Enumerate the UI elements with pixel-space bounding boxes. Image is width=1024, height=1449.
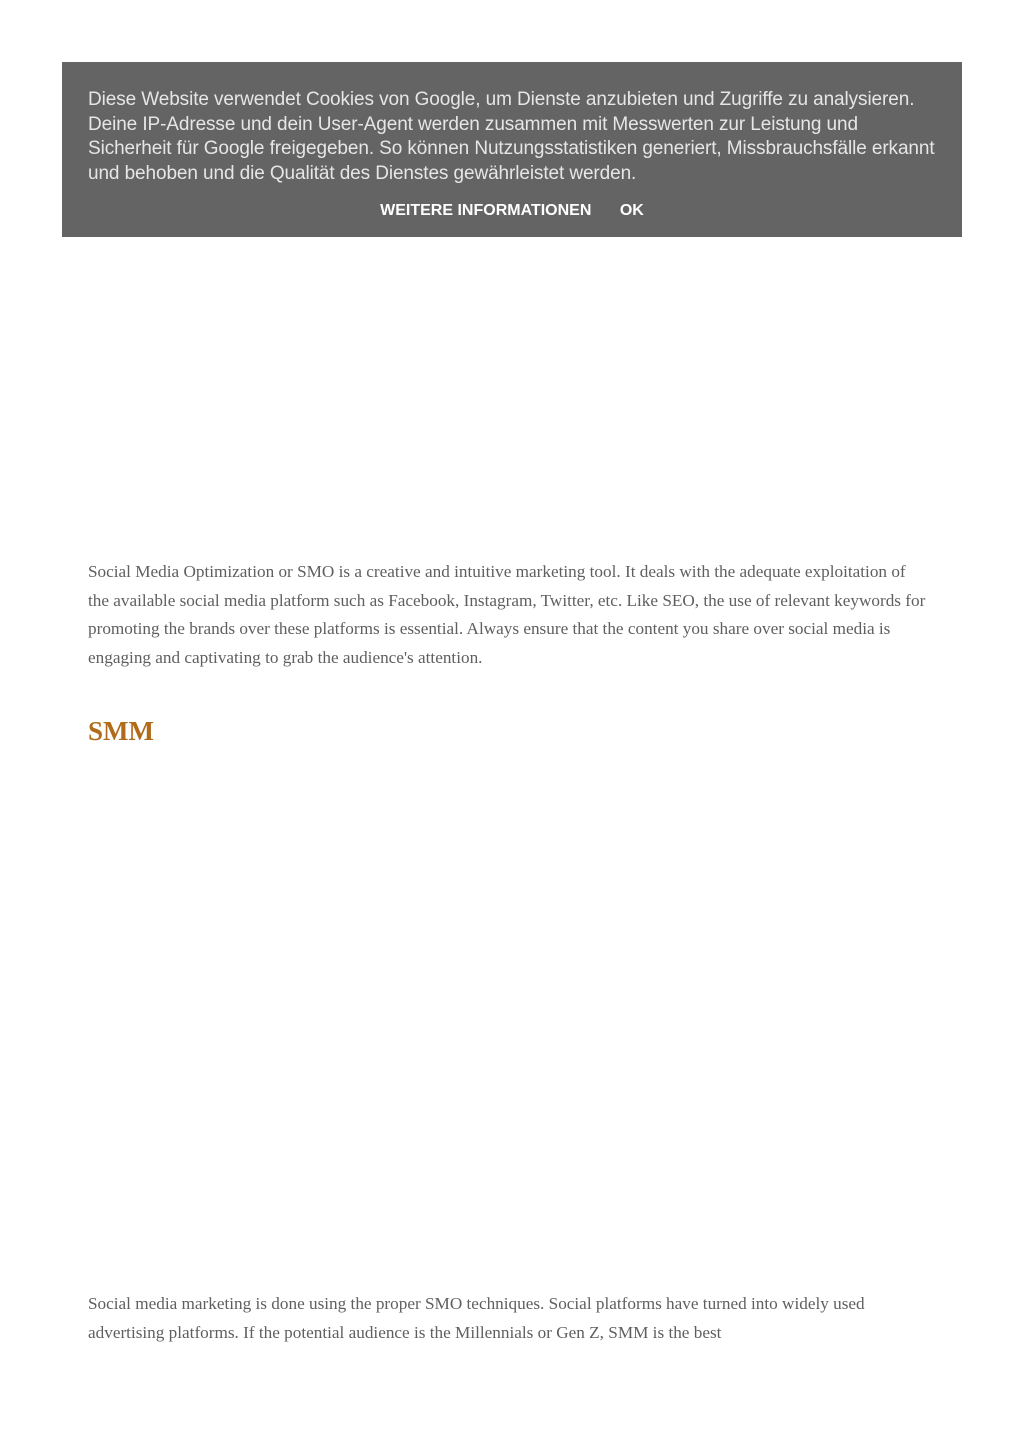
smm-image-placeholder xyxy=(88,770,936,1270)
smm-paragraph: Social media marketing is done using the proper SMO techniques. Social platforms have turned into widely used advertising platforms. If the potential audience is the Millennials or Gen Z, SMM is the best xyxy=(88,1294,865,1342)
smm-heading: SMM xyxy=(88,716,154,746)
more-info-link[interactable]: WEITERE INFORMATIONEN xyxy=(380,202,592,219)
cookie-consent-banner xyxy=(62,62,962,237)
cookie-actions xyxy=(62,200,962,222)
ok-button[interactable]: OK xyxy=(619,202,644,219)
article-image-placeholder xyxy=(88,255,936,535)
smo-paragraph: Social Media Optimization or SMO is a creative and intuitive marketing tool. It deals with the adequate exploitation of the available social media platform such as Facebook, Instagram, Twitter, etc. Like SEO, the use of relevant keywords for promoting the brands over these platforms is essential. Always ensure that the content you share over social media is engaging and captivating to grab the audience's attention. xyxy=(88,562,926,667)
cookie-message: Diese Website verwendet Cookies von Google, um Dienste anzubieten und Zugriffe zu analysieren. Deine IP-Adresse und dein User-Agent werden zusammen mit Messwerten zur Leistung und Sicherheit für Google freigegeben. So können Nutzungsstatistiken generiert, Missbrauchsfälle erkannt und behoben und die Qualität des Dienstes gewährleistet werden. xyxy=(88,89,935,184)
